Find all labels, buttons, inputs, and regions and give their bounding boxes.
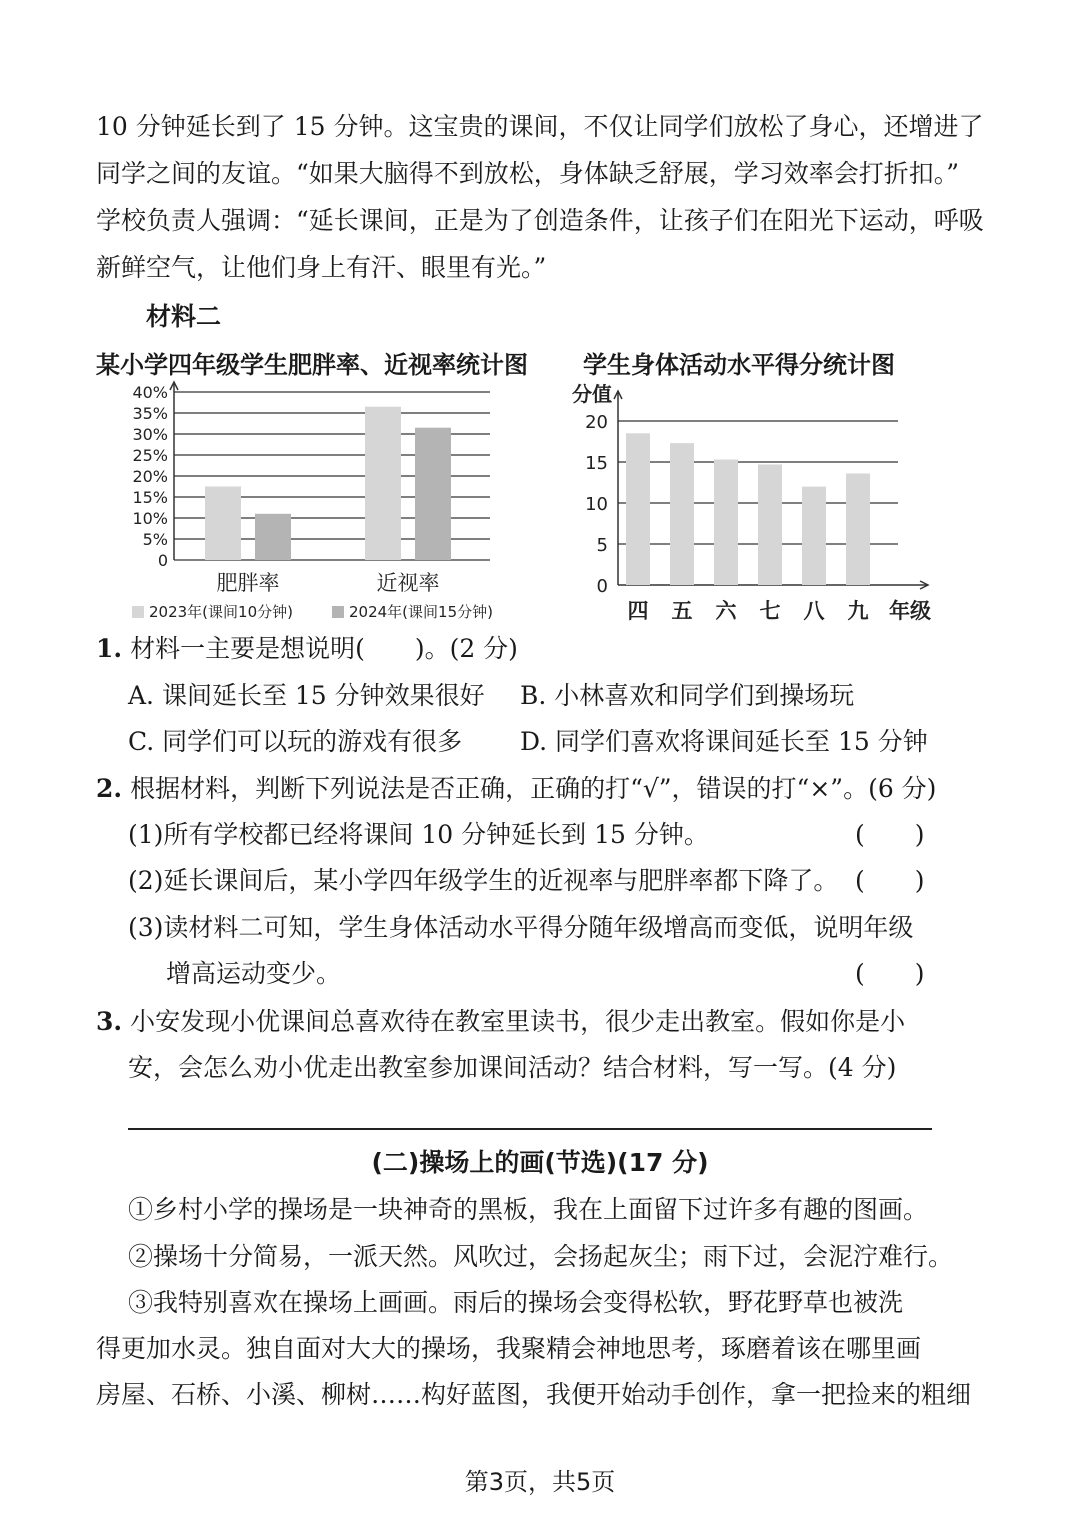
bar xyxy=(714,460,738,585)
page-number: 第3页，共5页 xyxy=(464,1468,616,1496)
question-1 xyxy=(96,632,518,666)
y-tick-label: 25% xyxy=(132,446,168,465)
section-title: (二)操场上的画(节选)(17 分) xyxy=(371,1148,709,1177)
x-category-label: 肥胖率 xyxy=(216,571,280,595)
question-number: 2. xyxy=(96,774,123,803)
bar xyxy=(758,464,782,585)
passage-line: 学校负责人强调：“延长课间，正是为了创造条件，让孩子们在阳光下运动，呼吸 xyxy=(96,206,984,235)
activity-score-chart xyxy=(560,375,960,623)
question-number: 3. xyxy=(96,1007,123,1036)
answer-line[interactable] xyxy=(128,1128,932,1130)
bar xyxy=(846,473,870,585)
y-tick-label: 40% xyxy=(132,383,168,402)
x-category-label: 八 xyxy=(803,599,825,623)
y-tick-label: 30% xyxy=(132,425,168,444)
option-c[interactable]: C. 同学们可以玩的游戏有很多 xyxy=(128,727,463,756)
passage-line: 10 分钟延长到了 15 分钟。这宝贵的课间，不仅让同学们放松了身心，还增进了 xyxy=(96,112,984,141)
question-text: 小安发现小优课间总喜欢待在教室里读书，很少走出教室。假如你是小 xyxy=(130,1007,906,1036)
question-text: 根据材料，判断下列说法是否正确，正确的打“√”，错误的打“×”。(6 分) xyxy=(130,774,937,803)
x-category-label: 近视率 xyxy=(376,571,440,595)
option-d[interactable]: D. 同学们喜欢将课间延长至 15 分钟 xyxy=(520,727,928,756)
option-b[interactable]: B. 小林喜欢和同学们到操场玩 xyxy=(520,681,855,710)
paragraph-line: 房屋、石桥、小溪、柳树……构好蓝图，我便开始动手创作，拿一把捡来的粗细 xyxy=(96,1380,972,1409)
bar xyxy=(415,428,451,560)
x-category-label: 九 xyxy=(847,599,869,623)
y-tick-label: 0 xyxy=(157,551,168,570)
legend-swatch xyxy=(332,606,344,618)
judge-item: (2)延长课间后，某小学四年级学生的近视率与肥胖率都下降了。 xyxy=(128,866,839,895)
chart2-title: 学生身体活动水平得分统计图 xyxy=(583,351,895,379)
question-text: 材料一主要是想说明( )。(2 分) xyxy=(130,634,518,663)
chart1-title: 某小学四年级学生肥胖率、近视率统计图 xyxy=(96,351,528,379)
y-tick-label: 20 xyxy=(585,412,608,433)
question-3 xyxy=(96,1005,905,1039)
material-2-label: 材料二 xyxy=(146,302,222,331)
bar xyxy=(365,407,401,560)
y-tick-label: 5 xyxy=(596,535,608,556)
x-category-label: 六 xyxy=(715,599,737,623)
y-tick-label: 20% xyxy=(132,467,168,486)
bar xyxy=(255,514,291,560)
paragraph-line: ②操场十分简易，一派天然。风吹过，会扬起灰尘；雨下过，会泥泞难行。 xyxy=(128,1242,954,1271)
question-text-continued: 安，会怎么劝小优走出教室参加课间活动？结合材料，写一写。(4 分) xyxy=(128,1053,897,1082)
paragraph-line: ①乡村小学的操场是一块神奇的黑板，我在上面留下过许多有趣的图画。 xyxy=(128,1195,929,1224)
passage-line: 同学之间的友谊。“如果大脑得不到放松，身体缺乏舒展，学习效率会打折扣。” xyxy=(96,159,960,188)
y-tick-label: 0 xyxy=(596,576,608,597)
paragraph-line: 得更加水灵。独自面对大大的操场，我聚精会神地思考，琢磨着该在哪里画 xyxy=(96,1334,922,1363)
y-tick-label: 15 xyxy=(585,453,608,474)
answer-blank[interactable]: ( ) xyxy=(855,959,925,988)
bar xyxy=(670,443,694,585)
x-category-label: 七 xyxy=(759,599,781,623)
legend-swatch xyxy=(132,606,144,618)
y-tick-label: 5% xyxy=(142,530,168,549)
answer-blank[interactable]: ( ) xyxy=(855,866,925,895)
x-category-label: 四 xyxy=(627,599,649,623)
y-axis-label: 分值 xyxy=(572,382,612,406)
judge-item: (3)读材料二可知，学生身体活动水平得分随年级增高而变低，说明年级 xyxy=(128,913,914,942)
passage-line: 新鲜空气，让他们身上有汗、眼里有光。” xyxy=(96,253,547,282)
judge-item: (1)所有学校都已经将课间 10 分钟延长到 15 分钟。 xyxy=(128,820,709,849)
obesity-myopia-chart xyxy=(96,380,566,620)
bar xyxy=(626,433,650,585)
legend-label: 2023年(课间10分钟) xyxy=(149,603,293,621)
y-tick-label: 10 xyxy=(585,494,608,515)
legend-label: 2024年(课间15分钟) xyxy=(349,603,493,621)
question-2 xyxy=(96,772,936,806)
y-tick-label: 10% xyxy=(132,509,168,528)
bar xyxy=(802,487,826,585)
paragraph-line: ③我特别喜欢在操场上画画。雨后的操场会变得松软，野花野草也被洗 xyxy=(128,1288,904,1317)
option-a[interactable]: A. 课间延长至 15 分钟效果很好 xyxy=(128,681,485,710)
judge-item-continued: 增高运动变少。 xyxy=(166,959,342,988)
answer-blank[interactable]: ( ) xyxy=(855,820,925,849)
x-category-label: 五 xyxy=(671,599,693,623)
y-tick-label: 15% xyxy=(132,488,168,507)
y-tick-label: 35% xyxy=(132,404,168,423)
question-number: 1. xyxy=(96,634,123,663)
bar xyxy=(205,487,241,561)
x-axis-label: 年级 xyxy=(889,599,931,623)
